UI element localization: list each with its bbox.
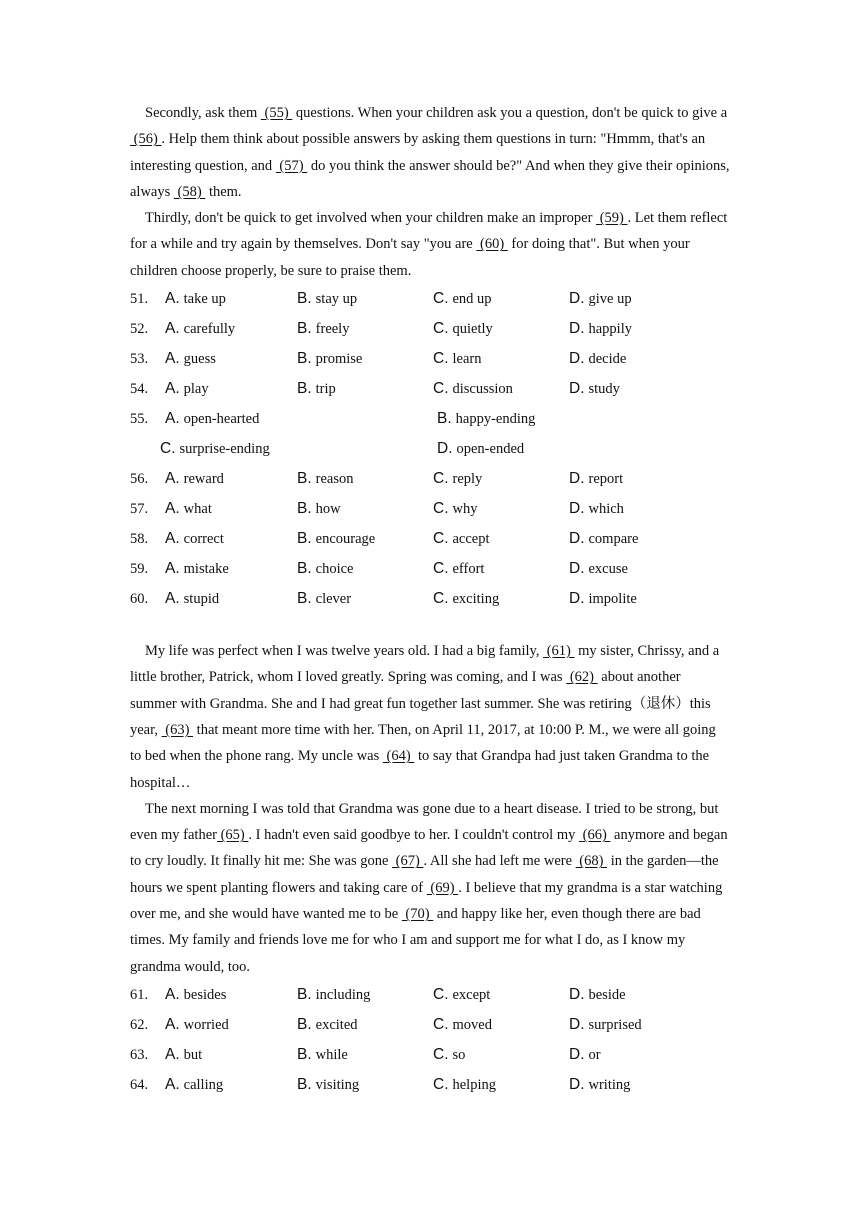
option-letter: A. [165,380,180,398]
option-letter: D. [569,470,585,488]
answer-blank[interactable]: (55) [260,105,293,121]
question-list-51-54 [130,284,730,404]
question-number: 62. [130,1016,149,1033]
option-a[interactable] [165,1070,297,1100]
option-c[interactable] [433,980,569,1010]
answer-blank[interactable]: (56) [130,131,162,148]
question-row [130,374,730,404]
question-list-56-60 [130,464,730,614]
option-text: take up [183,291,226,308]
passage-text: . I hadn't even said goodbye to her. I couldn't control my [248,827,579,844]
option-a[interactable] [165,464,297,494]
passage-text: My life was perfect when I was twelve years old. I had a big family, [145,643,544,660]
answer-blank[interactable]: (69) [426,879,459,896]
question-row [130,344,730,374]
question-number: 52. [130,321,149,338]
question-number: 58. [130,531,149,548]
answer-blank[interactable]: (64) [382,748,415,765]
question-number: 55. [130,411,149,428]
passage-text: questions. When your children ask you a question, don't be quick to give a [292,105,728,121]
option-d[interactable] [569,1040,705,1070]
option-text: worried [183,1016,229,1033]
question-row [130,1070,730,1100]
option-letter: D. [569,590,585,608]
option-letter: A. [165,1015,180,1033]
option-text: impolite [588,591,637,608]
option-letter: D. [569,985,585,1003]
option-text: moved [452,1016,492,1033]
question-number: 53. [130,351,149,368]
option-d[interactable] [569,344,705,374]
option-text: except [452,986,491,1003]
option-letter: D. [569,530,585,548]
passage-text: Secondly, ask them [145,105,261,121]
option-b[interactable] [297,314,433,344]
option-text: but [183,1046,203,1063]
option-c[interactable]: C. surprise-ending [160,440,270,458]
option-b[interactable] [297,374,433,404]
option-letter: B. [297,320,312,338]
option-text: besides [183,986,227,1003]
option-letter: B. [297,380,312,398]
option-a[interactable] [165,554,297,584]
option-letter: C. [433,985,449,1003]
option-c[interactable] [433,1010,569,1040]
option-letter: C. [433,1075,449,1093]
option-letter: B. [297,530,312,548]
option-d[interactable] [569,284,705,314]
option-letter: C. [433,290,449,308]
answer-blank[interactable]: (61) [543,643,575,660]
option-d[interactable] [569,1070,705,1100]
option-letter: A. [165,500,180,518]
option-letter: A. [165,290,180,308]
option-a[interactable] [165,1040,297,1070]
option-a[interactable] [165,524,297,554]
question-number: 59. [130,561,149,578]
option-text: accept [452,531,490,548]
option-text: what [183,501,212,518]
option-d[interactable] [569,1010,705,1040]
option-b[interactable] [297,980,433,1010]
answer-blank[interactable]: (63) [161,721,194,738]
option-letter: C. [433,380,449,398]
option-letter: B. [297,1045,312,1063]
passage-text: in the garden—the hours we spent planting flowers and taking care of [130,853,719,896]
passage-text: The next morning I was told that Grandma was gone due to a heart disease. I tried to be strong, but even my father [130,800,719,844]
option-b[interactable] [297,344,433,374]
passage-text: my sister, Chrissy, and a little brother, Patrick, whom I loved greatly. Spring was coming, and I was [130,643,720,686]
option-c[interactable] [433,554,569,584]
option-letter: D. [569,1075,585,1093]
option-letter: A. [165,350,180,368]
question-55-row1 [130,404,730,434]
option-b[interactable] [297,584,433,614]
option-text: mistake [183,561,229,578]
option-letter: C. [433,1015,449,1033]
option-c[interactable] [433,464,569,494]
option-text: report [588,471,624,488]
option-letter: B. [297,1075,312,1093]
option-c[interactable] [433,374,569,404]
passage-text: . Help them think about possible answers by asking them questions in turn: "Hmmm, that's an interesting question, and [130,131,706,174]
option-text: study [588,381,620,398]
option-letter: C. [433,350,449,368]
passage-text: about another summer with Grandma. She and I had great fun together last summer. She was retiring（退休）this year, [130,669,711,738]
option-b[interactable] [297,464,433,494]
option-text: learn [452,351,482,368]
option-c[interactable] [433,284,569,314]
passage-text: them. [205,183,242,200]
question-list-61-64 [130,980,730,1100]
option-text: guess [183,351,216,368]
answer-blank[interactable]: (57) [275,157,308,174]
option-letter: C. [433,560,449,578]
answer-blank[interactable]: (62) [566,669,598,686]
option-letter: B. [297,290,312,308]
option-a[interactable] [165,374,297,404]
option-a[interactable] [165,1010,297,1040]
question-row [130,314,730,344]
option-letter: B. [297,350,312,368]
question-number: 51. [130,291,149,308]
question-row [130,584,730,614]
option-text: while [315,1046,348,1063]
question-row [130,524,730,554]
option-text: how [315,501,341,518]
option-a[interactable] [165,980,297,1010]
option-text: visiting [315,1076,360,1093]
option-text: clever [315,591,352,608]
option-b[interactable] [297,494,433,524]
passage-text: . I believe that my grandma is a star watching over me, and she would have wanted me to be [130,879,723,923]
option-letter: C. [433,1045,449,1063]
option-a[interactable] [165,284,297,314]
option-d[interactable] [569,524,705,554]
option-letter: A. [165,530,180,548]
option-letter: B. [297,590,312,608]
option-letter: D. [569,500,585,518]
option-letter: A. [165,590,180,608]
option-d[interactable] [569,314,705,344]
option-text: excuse [588,561,628,578]
option-text: trip [315,381,336,398]
option-b[interactable] [297,1070,433,1100]
option-text: which [588,501,624,518]
answer-blank[interactable]: (60) [476,236,508,253]
option-letter: D. [569,1015,585,1033]
option-text: effort [452,561,485,578]
passage-text: . All she had left me were [423,853,576,870]
option-letter: C. [433,530,449,548]
option-a[interactable] [165,494,297,524]
question-number: 60. [130,591,149,608]
option-c[interactable] [433,494,569,524]
question-row [130,1040,730,1070]
option-c[interactable] [433,344,569,374]
question-row [130,494,730,524]
option-text: decide [588,351,627,368]
option-letter: C. [433,500,449,518]
option-text: choice [315,561,354,578]
option-text: end up [452,291,492,308]
option-d[interactable] [569,494,705,524]
option-letter: C. [433,320,449,338]
option-text: freely [315,321,350,338]
passage-text: anymore and began to cry loudly. It finally hit me: She was gone [130,827,728,870]
passage-text: that meant more time with her. Then, on April 11, 2017, at 10:00 P. M., we were all going to bed when the phone rang. My uncle was [130,721,716,765]
option-d[interactable] [569,554,705,584]
option-text: including [315,986,371,1003]
passage-text: to say that Grandpa had just taken Grandma to the hospital… [130,748,710,791]
option-letter: D. [569,560,585,578]
answer-blank[interactable]: (59) [596,210,628,227]
passage-text: Thirdly, don't be quick to get involved when your children make an improper [145,210,597,227]
option-text: why [452,501,478,518]
option-letter: A. [165,1075,180,1093]
question-number: 63. [130,1046,149,1063]
option-letter: D. [569,380,585,398]
passage1-paragraph2 [130,205,730,284]
question-number: 57. [130,501,149,518]
option-a[interactable] [165,344,297,374]
passage-text: for doing that". But when your children choose properly, be sure to praise them. [130,236,690,279]
option-letter: B. [297,1015,312,1033]
option-letter: C. [433,590,449,608]
option-b[interactable] [297,554,433,584]
question-number: 61. [130,986,149,1003]
option-a[interactable]: A. open-hearted [165,410,260,428]
passage2-paragraph1 [130,638,730,796]
option-d[interactable] [569,584,705,614]
option-text: stupid [183,591,220,608]
option-text: promise [315,351,363,368]
question-row [130,554,730,584]
option-letter: A. [165,985,180,1003]
option-c[interactable] [433,314,569,344]
option-text: quietly [452,321,493,338]
option-letter: B. [297,500,312,518]
option-letter: D. [569,320,585,338]
question-row [130,980,730,1010]
question-55-row2 [130,434,730,464]
option-b[interactable] [297,284,433,314]
option-a[interactable] [165,314,297,344]
question-number: 56. [130,471,149,488]
option-b[interactable]: B. happy-ending [437,410,536,428]
option-letter: C. [433,470,449,488]
exam-page [130,100,730,1100]
option-letter: B. [297,470,312,488]
option-c[interactable] [433,1040,569,1070]
option-c[interactable] [433,1070,569,1100]
answer-blank[interactable]: (65) [216,827,249,844]
option-letter: A. [165,560,180,578]
option-text: play [183,381,209,398]
option-letter: B. [297,560,312,578]
option-text: carefully [183,321,236,338]
option-b[interactable] [297,524,433,554]
option-text: helping [452,1076,496,1093]
option-text: reason [315,471,354,488]
answer-blank[interactable]: (66) [579,827,611,844]
option-b[interactable] [297,1010,433,1040]
option-b[interactable] [297,1040,433,1070]
option-text: calling [183,1076,224,1093]
option-d[interactable]: D. open-ended [437,440,525,458]
option-d[interactable] [569,980,705,1010]
option-letter: D. [569,350,585,368]
passage-text: and happy like her, even though there are bad times. My family and friends love me for who I am and support me for what I do, as I know my grandma would, too. [130,906,701,975]
option-letter: D. [569,290,585,308]
passage2-paragraph2 [130,796,730,980]
option-text: encourage [315,531,376,548]
option-text: stay up [315,291,358,308]
option-letter: B. [297,985,312,1003]
answer-blank[interactable]: (67) [392,853,424,870]
passage1-paragraph1 [130,100,730,205]
option-a[interactable] [165,584,297,614]
question-number: 64. [130,1076,149,1093]
question-row [130,284,730,314]
option-text: excited [315,1016,358,1033]
option-c[interactable] [433,524,569,554]
option-text: so [452,1046,466,1063]
option-text: surprised [588,1016,642,1033]
option-text: reward [183,471,224,488]
option-text: discussion [452,381,513,398]
answer-blank[interactable]: (58) [173,183,206,200]
option-text: compare [588,531,639,548]
option-text: writing [588,1076,631,1093]
option-text: beside [588,986,626,1003]
option-text: exciting [452,591,500,608]
passage-text: . Let them reflect for a while and try again by themselves. Don't say "you are [130,210,728,253]
option-d[interactable] [569,374,705,404]
answer-blank[interactable]: (70) [401,906,434,923]
option-text: correct [183,531,224,548]
question-row [130,464,730,494]
option-letter: A. [165,1045,180,1063]
option-c[interactable] [433,584,569,614]
option-text: happily [588,321,632,338]
option-text: give up [588,291,632,308]
option-text: or [588,1046,601,1063]
option-text: reply [452,471,483,488]
question-number: 54. [130,381,149,398]
option-letter: A. [165,470,180,488]
option-letter: A. [165,320,180,338]
answer-blank[interactable]: (68) [575,853,608,870]
passage-text: do you think the answer should be?" And when they give their opinions, always [130,157,730,200]
option-letter: D. [569,1045,585,1063]
option-d[interactable] [569,464,705,494]
question-row [130,1010,730,1040]
